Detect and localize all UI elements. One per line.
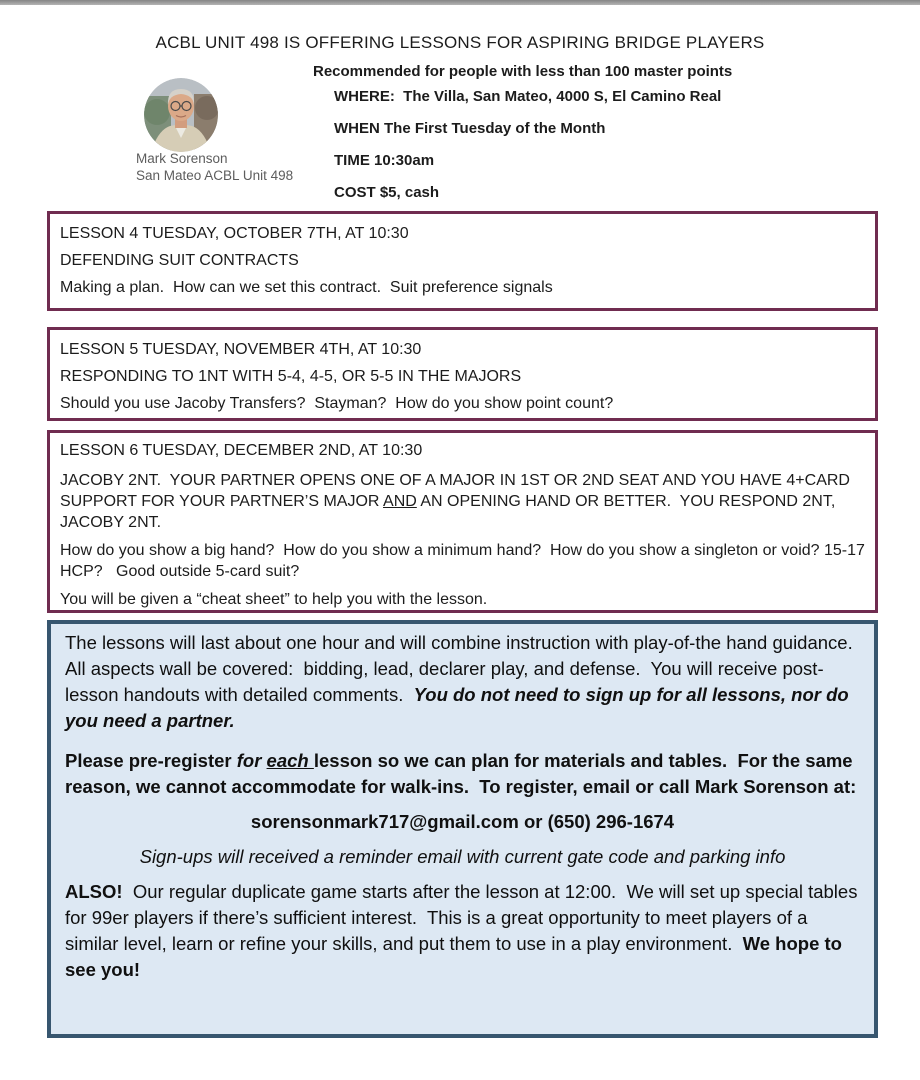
lesson-4-box [47,211,878,311]
signup-note: Sign-ups will received a reminder email with current gate code and parking info [139,846,786,867]
cost-price: $5 [379,184,397,201]
instructor-photo [144,78,218,152]
underlined-each: each [266,750,314,771]
page-title: ACBL UNIT 498 IS OFFERING LESSONS FOR ASPIRING BRIDGE PLAYERS [155,33,765,52]
lesson-6-topic: JACOBY 2NT. YOUR PARTNER OPENS ONE OF A MAJOR IN 1ST OR 2ND SEAT AND YOU HAVE 4+CARD SUPPORT FOR YOUR PARTNER’S MAJOR AND AN OPENING HAND OR BETTER. YOU RESPOND 2NT, JACOBY 2NT. [60,472,855,531]
info-paragraph-3: ALSO! Our regular duplicate game starts after the lesson at 12:00. We will set up special tables for 99er players if there’s sufficient interest. This is a great opportunity to meet players of a similar level, learn or refine your skills, and put them to use in a play environment. We hope to see you! [65,881,863,980]
cost-suffix: , cash [396,184,440,201]
lesson-4-description: Making a plan. How can we set this contract. Suit preference signals [60,279,553,296]
lesson-5-description: Should you use Jacoby Transfers? Stayman? How do you show point count? [60,395,614,412]
underlined-and: AND [383,493,417,510]
lesson-4-heading: LESSON 4 TUESDAY, OCTOBER 7TH, AT 10:30 [60,225,409,242]
photo-caption [136,150,293,184]
lesson-6-box [47,430,878,613]
cost-label: COST [334,184,380,201]
window-top-edge [0,0,920,5]
lesson-4-topic: DEFENDING SUIT CONTRACTS [60,252,299,269]
lesson-6-heading: LESSON 6 TUESDAY, DECEMBER 2ND, AT 10:30 [60,442,423,459]
info-box [47,620,878,1038]
contact-line: sorensonmark717@gmail.com or (650) 296-1674 [250,811,675,832]
instructor-org: San Mateo ACBL Unit 498 [136,168,294,183]
when-line: WHEN The First Tuesday of the Month [334,120,606,137]
portrait-graphic [144,78,218,152]
closing-note: We hope to see you! [65,933,848,980]
info-paragraph-2: Please pre-register for each lesson so we can plan for materials and tables. For the same reason, we cannot accommodate for walk-ins. To register, email or call Mark Sorenson at: [65,750,858,797]
lesson-6-description: How do you show a big hand? How do you show a minimum hand? How do you show a singleton or void? 15-17 HCP? Good outside 5-card suit? [60,542,870,580]
lesson-6-note: You will be given a “cheat sheet” to help you with the lesson. [60,591,488,608]
instructor-name: Mark Sorenson [136,151,228,166]
lesson-5-topic: RESPONDING TO 1NT WITH 5-4, 4-5, OR 5-5 IN THE MAJORS [60,368,522,385]
event-details [334,81,721,209]
page-subtitle: Recommended for people with less than 100 master points [313,63,733,80]
lesson-5-heading: LESSON 5 TUESDAY, NOVEMBER 4TH, AT 10:30 [60,341,422,358]
time-line: TIME 10:30am [334,152,435,169]
also-lead: ALSO! [65,881,123,902]
where-line: WHERE: The Villa, San Mateo, 4000 S, El Camino Real [334,88,722,105]
info-paragraph-1: The lessons will last about one hour and will combine instruction with play-of-the hand guidance. All aspects wall be covered: bidding, lead, declarer play, and defense. You will receive post-lesson handouts with detailed comments. You do not need to sign up for all lessons, nor do you need a partner. [65,632,862,731]
lesson-5-box [47,327,878,421]
cost-line [334,177,721,209]
no-signup-required-note: You do not need to sign up for all lessons, nor do you need a partner. [65,684,854,731]
